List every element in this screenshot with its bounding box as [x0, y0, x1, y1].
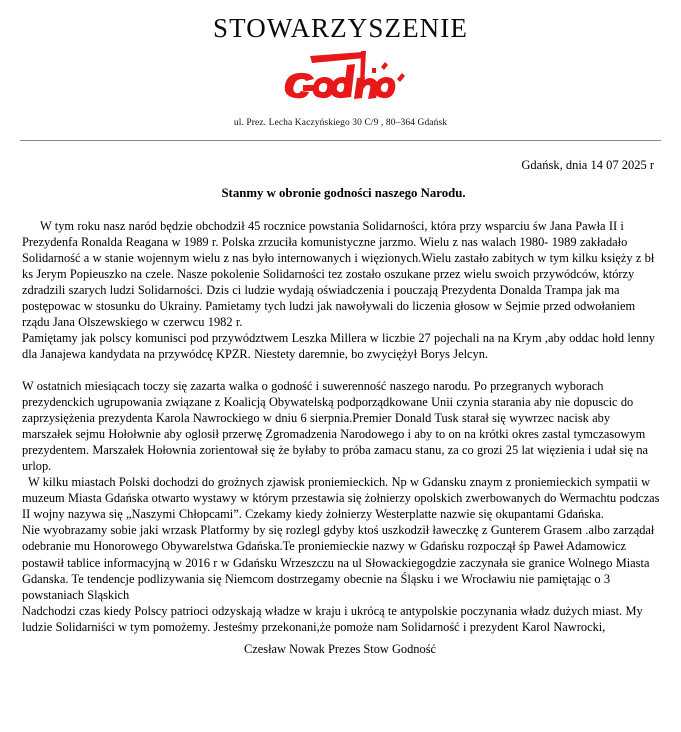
letter-body [0, 218, 681, 657]
godnosc-logo-icon [277, 49, 405, 109]
header-divider [20, 140, 661, 141]
paragraph-2: Pamiętamy jak polscy komunisci pod przywództwem Leszka Millera w liczbie 27 pojechali na na Krym ,aby oddac hołd lenny dla Janajewa kandydata na przywódcę KPZR. Niestety daremnie, bo zwyciężył Borys Jelcyn. [22, 331, 655, 362]
signature-line: Czesław Nowak Prezes Stow Godność [244, 642, 437, 657]
paragraph-5: Nie wyobrazamy sobie jaki wrzask Platformy by się rozlegl gdyby ktoś uszkodził ławeczkę z Gunterem Grasem .albo zarządał odebranie mu Honorowego Obywarelstwa Gdańska.Te proniemieckie nazwy w Gdańsku rozpoczął śp Paweł Adamowicz postawił tablice informacyjną w 2016 r w Gdańsku Wrzeszczu na ul Słowackiegogdzie zaczynała sie granice Wolnego Miasta Gdanska. Te tendencje podlizywania się Niemcom dostrzegamy obecnie na Śląsku i we Wrocławiu nie pamiętając o 3 powstaniach Sląskich [22, 523, 655, 602]
document-title: Stanmy w obronie godności naszego Narodu. [221, 185, 466, 200]
paragraph-4: W kilku miastach Polski dochodzi do grożnych zjawisk proniemieckich. Np w Gdansku znaym z proniemieckich sympatii w muzeum Miasta Gdańska otwarto wystawy w którym przestawia się żołnierzy opolskich zwerbowanych do Wermachtu podczas II wojny nazywa się „Naszymi Chłopcami”. Czekamy kiedy żołnierzy Westerplatte nazwie się okupantami Gdańska. [22, 475, 660, 522]
paragraph-1: W tym roku nasz naród będzie obchodził 45 rocznice powstania Solidarności, która przy wsparciu św Jana Pawła II i Prezydenfa Ronalda Reagana w 1989 r. Polska zrzuciła komunistyczne jarzmo. Wielu z nas walach 1980- 1989 zakładało Solidarność a w stanie wojennym wielu z nas było internowanych i więzionych.Wielu zastało zabitych w tym kilku księży z bł ks Jerym Popieuszko na czele. Nasze pokolenie Solidarności tez zostało oszukane przez wielu swoich przywódców, którzy zdradzili szarych ludzi Solidarności. Dzis ci ludzie wydają oświadczenia i pouczają Prezydenta Donalda Trampa jak ma postępowac w stosunku do Ukrainy. Pamietamy tych ludzi jak nawoływali do liczenia głosow w Sejmie przed odwołaniem rządu Jana Olszewskiego w czerwcu 1982 r. [22, 218, 655, 330]
paragraph-3: W ostatnich miesiącach toczy się zazarta walka o godność i suwerenność naszego narodu. Po przegranych wyborach prezydenckich ugrupowania związane z Koalicją Obywatelską podporządkowane Unii czynia starania aby nie dopuscic do zaprzysiężenia prezydenta Karola Nawrockiego w dniu 6 sierpnia.Premier Donald Tusk starał się wywrzec nacisk aby marszałek sejmu Hołołwnie aby oglosił przerwę Zgromadzenia Narodowego i aby to on na krótki okres zastal tymczasowym prezydentem. Marszałek Hołownia zorientował się że byłaby to próba zamacu stanu, za co grozi 25 lat więzienia i udał się na urlop. [22, 378, 649, 473]
paragraph-6: Nadchodzi czas kiedy Polscy patrioci odzyskają władze w kraju i ukrócą te antypolskie poczynania władz dużych miast. My ludzie Solidarniści w tym pomożemy. Jesteśmy przekonani,że pomoże nam Solidarność i prezydent Karol Nawrocki, [22, 603, 643, 634]
dateline: Gdańsk, dnia 14 07 2025 r [521, 157, 654, 172]
godnosc-logo [0, 48, 681, 110]
organization-name: STOWARZYSZENIE [213, 13, 468, 43]
organization-address: ul. Prez. Lecha Kaczyńskiego 30 C/9 , 80–364 Gdańsk [233, 117, 448, 128]
letterhead [0, 0, 681, 141]
